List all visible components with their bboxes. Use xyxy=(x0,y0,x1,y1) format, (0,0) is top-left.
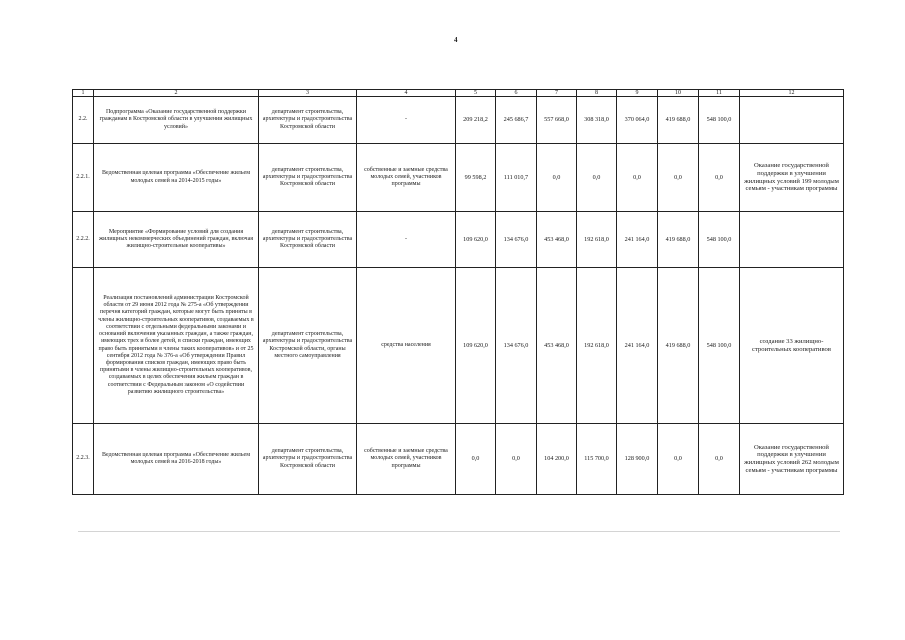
row-id: 2.2.3. xyxy=(73,424,94,495)
row-id xyxy=(73,268,94,424)
value-cell: 548 100,0 xyxy=(699,212,740,268)
page-number: 4 xyxy=(454,36,458,44)
header-cell: 10 xyxy=(658,90,699,97)
value-cell: 557 668,0 xyxy=(537,97,577,144)
row-source: собственные и заемные средства молодых семей, участников программы xyxy=(357,144,456,212)
row-result: Оказание государственной поддержки в улучшении жилищных условий 262 молодым семьям - участникам программы xyxy=(740,424,844,495)
header-cell: 8 xyxy=(577,90,617,97)
value-cell: 192 618,0 xyxy=(577,268,617,424)
value-cell: 419 688,0 xyxy=(658,268,699,424)
row-name: Мероприятие «Формирование условий для создания жилищных некоммерческих объединений граждан, включая жилищно-строительные кооперативы» xyxy=(94,212,259,268)
value-cell: 0,0 xyxy=(658,144,699,212)
value-cell: 0,0 xyxy=(699,144,740,212)
row-executor: департамент строительства, архитектуры и градостроительства Костромской области xyxy=(259,424,357,495)
value-cell: 370 064,0 xyxy=(617,97,658,144)
value-cell: 308 318,0 xyxy=(577,97,617,144)
value-cell: 453 468,0 xyxy=(537,212,577,268)
header-cell: 3 xyxy=(259,90,357,97)
value-cell: 0,0 xyxy=(496,424,537,495)
row-source: средства населения xyxy=(357,268,456,424)
header-cell: 6 xyxy=(496,90,537,97)
row-source: - xyxy=(357,212,456,268)
header-cell: 1 xyxy=(73,90,94,97)
value-cell: 128 900,0 xyxy=(617,424,658,495)
value-cell: 115 700,0 xyxy=(577,424,617,495)
value-cell: 419 688,0 xyxy=(658,212,699,268)
header-row xyxy=(73,90,844,97)
value-cell: 192 618,0 xyxy=(577,212,617,268)
row-result xyxy=(740,97,844,144)
header-cell: 11 xyxy=(699,90,740,97)
row-executor: департамент строительства, архитектуры и градостроительства Костромской области xyxy=(259,212,357,268)
value-cell: 99 598,2 xyxy=(456,144,496,212)
table-row xyxy=(73,268,844,424)
page-divider xyxy=(78,531,840,532)
row-executor: департамент строительства, архитектуры и градостроительства Костромской области xyxy=(259,97,357,144)
row-result xyxy=(740,212,844,268)
value-cell: 453 468,0 xyxy=(537,268,577,424)
value-cell: 0,0 xyxy=(577,144,617,212)
row-id: 2.2.1. xyxy=(73,144,94,212)
row-id: 2.2.2. xyxy=(73,212,94,268)
row-source: собственные и заемные средства молодых семей, участников программы xyxy=(357,424,456,495)
row-name: Ведомственная целевая программа «Обеспечение жильем молодых семей на 2014-2015 годы» xyxy=(94,144,259,212)
value-cell: 0,0 xyxy=(456,424,496,495)
value-cell: 104 200,0 xyxy=(537,424,577,495)
value-cell: 241 164,0 xyxy=(617,268,658,424)
header-cell: 2 xyxy=(94,90,259,97)
row-id: 2.2. xyxy=(73,97,94,144)
header-cell: 4 xyxy=(357,90,456,97)
value-cell: 245 686,7 xyxy=(496,97,537,144)
row-name: Подпрограмма «Оказание государственной поддержки гражданам в Костромской области в улучшении жилищных условий» xyxy=(94,97,259,144)
value-cell: 548 100,0 xyxy=(699,97,740,144)
value-cell: 0,0 xyxy=(537,144,577,212)
value-cell: 548 100,0 xyxy=(699,268,740,424)
table-row xyxy=(73,212,844,268)
header-cell: 5 xyxy=(456,90,496,97)
row-source: - xyxy=(357,97,456,144)
table-row xyxy=(73,97,844,144)
header-cell: 12 xyxy=(740,90,844,97)
table-row xyxy=(73,144,844,212)
program-table xyxy=(72,89,844,495)
value-cell: 241 164,0 xyxy=(617,212,658,268)
row-name: Ведомственная целевая программа «Обеспечение жильем молодых семей на 2016-2018 годы» xyxy=(94,424,259,495)
value-cell: 0,0 xyxy=(617,144,658,212)
value-cell: 134 676,0 xyxy=(496,268,537,424)
value-cell: 109 620,0 xyxy=(456,212,496,268)
row-executor: департамент строительства, архитектуры и градостроительства Костромской области xyxy=(259,144,357,212)
row-result: создание 33 жилищно-строительных кооперативов xyxy=(740,268,844,424)
row-name: Реализация постановлений администрации Костромской области от 29 июня 2012 года № 275-а «Об утверждении перечня категорий граждан, которые могут быть приняты в члены жилищно-строительных кооперативов, создаваемых в соответствии с отдельными федеральными законами и оснований включения указанных граждан, а также граждан, имеющих трех и более детей, в списки граждан, имеющих право быть принятыми в члены таких кооперативов» и от 25 сентября 2012 года № 376-а «Об утверждении Правил формирования списков граждан, имеющих право быть принятыми в члены жилищно-строительных кооперативов, создаваемых в целях обеспечения жильем граждан в соответствии с Федеральным законом «О содействии развитию жилищного строительства» xyxy=(94,268,259,424)
row-executor: департамент строительства, архитектуры и градостроительства Костромской области, органы местного самоуправления xyxy=(259,268,357,424)
value-cell: 0,0 xyxy=(658,424,699,495)
value-cell: 0,0 xyxy=(699,424,740,495)
value-cell: 209 218,2 xyxy=(456,97,496,144)
value-cell: 109 620,0 xyxy=(456,268,496,424)
table-row xyxy=(73,424,844,495)
value-cell: 111 010,7 xyxy=(496,144,537,212)
value-cell: 134 676,0 xyxy=(496,212,537,268)
row-result: Оказание государственной поддержки в улучшении жилищных условий 199 молодым семьям - участникам программы xyxy=(740,144,844,212)
header-cell: 7 xyxy=(537,90,577,97)
header-cell: 9 xyxy=(617,90,658,97)
value-cell: 419 688,0 xyxy=(658,97,699,144)
